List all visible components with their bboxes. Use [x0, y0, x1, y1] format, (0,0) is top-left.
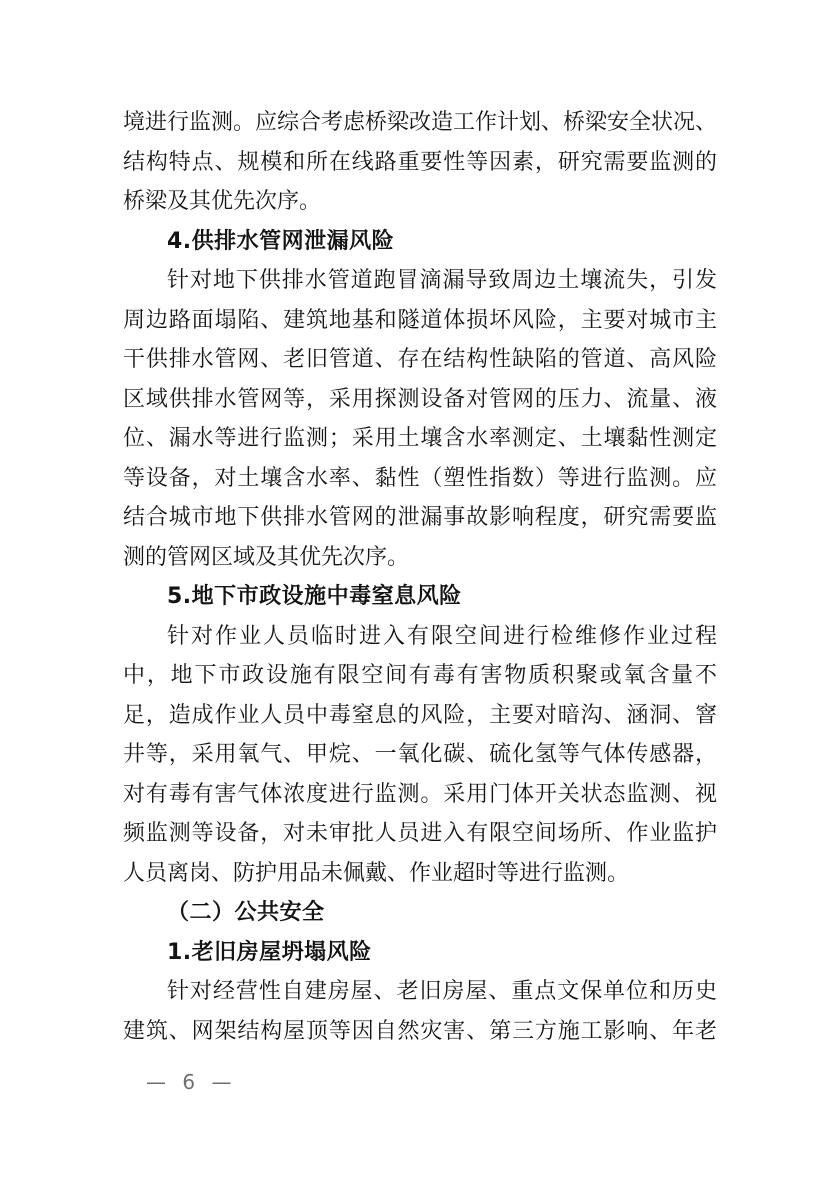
- section-heading: 5.地下市政设施中毒窒息风险: [167, 584, 462, 609]
- text-line: 等设备，对土壤含水率、黏性（塑性指数）等进行监测。应: [123, 465, 717, 491]
- text-line: 针对作业人员临时进入有限空间进行检维修作业过程: [167, 623, 717, 649]
- text-line: 结合城市地下供排水管网的泄漏事故影响程度，研究需要监: [123, 505, 717, 530]
- text-line: 结构特点、规模和所在线路重要性等因素，研究需要监测的: [123, 149, 717, 175]
- text-line: 桥梁及其优先次序。: [123, 189, 322, 214]
- text-line: 测的管网区域及其优先次序。: [123, 544, 410, 570]
- text-line: 区域供排水管网等，采用探测设备对管网的压力、流量、液: [123, 386, 717, 412]
- text-line: 足，造成作业人员中毒窒息的风险，主要对暗沟、涵洞、窨: [123, 702, 717, 728]
- text-line: 周边路面塌陷、建筑地基和隧道体损坏风险，主要对城市主: [123, 307, 717, 333]
- text-line: 建筑、网架结构屋顶等因自然灾害、第三方施工影响、年老: [123, 1018, 717, 1044]
- text-line: 井等，采用氧气、甲烷、一氧化碳、硫化氢等气体传感器，: [123, 742, 717, 767]
- document-body: [123, 103, 717, 1051]
- text-line: 干供排水管网、老旧管道、存在结构性缺陷的管道、高风险: [123, 347, 717, 372]
- section-heading: 1.老旧房屋坍塌风险: [167, 939, 372, 965]
- text-line: 频监测等设备，对未审批人员进入有限空间场所、作业监护: [123, 821, 717, 846]
- text-line: 境进行监测。应综合考虑桥梁改造工作计划、桥梁安全状况、: [123, 110, 717, 135]
- text-line: 对有毒有害气体浓度进行监测。采用门体开关状态监测、视: [123, 781, 717, 807]
- text-line: 针对地下供排水管道跑冒滴漏导致周边土壤流失，引发: [167, 268, 717, 293]
- text-line: 中，地下市政设施有限空间有毒有害物质积聚或氧含量不: [123, 663, 717, 688]
- section-heading: 4.供排水管网泄漏风险: [167, 228, 395, 254]
- section-heading: （二）公共安全: [167, 900, 325, 925]
- text-line: 人员离岗、防护用品未佩戴、作业超时等进行监测。: [123, 860, 630, 886]
- text-line: 针对经营性自建房屋、老旧房屋、重点文保单位和历史: [167, 979, 717, 1004]
- text-line: 位、漏水等进行监测；采用土壤含水率测定、土壤黏性测定: [123, 426, 717, 451]
- page-number: — 6 —: [146, 1070, 234, 1094]
